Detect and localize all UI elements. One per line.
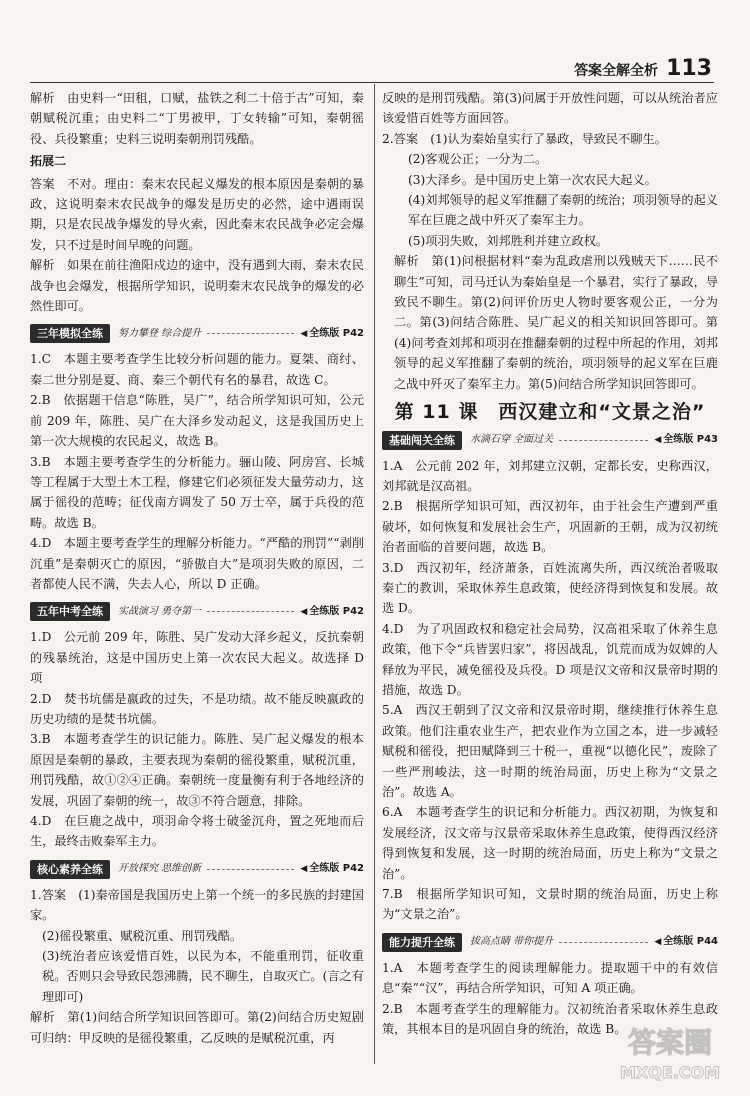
answer-subitem: (3)统治者应该爱惜百姓，以民为本，不能重刑罚，征收重税。否则只会导致民怨沸腾，民不聊生，自取灭亡。(言之有理即可)	[42, 949, 364, 1004]
pointer-icon: ◀	[300, 328, 308, 339]
answer-item: 7.B 根据所学知识可知，文景时期的统治局面，历史上称为“文景之治”。	[382, 887, 718, 922]
answer-item: 3.B 本题考查学生的识记能力。陈胜、吴广起义爆发的根本原因是秦朝的暴政，主要表现为秦朝的徭役繁重，赋税沉重，刑罚残酷，故①②④正确。秦朝统一度量衡有利于各地经济的发展，巩固了秦朝的统一，故③不符合题意，排除。	[30, 732, 364, 808]
analysis-paragraph: 解析 第(1)问根据材料“秦为乱政虐刑以残贼天下……民不聊生”可知，司马迁认为秦始皇是一个暴君，实行了暴政，导致民不聊生。第(2)问评价历史人物时要客观公正，一分为二。第(3)问结合陈胜、吴广起义的相关知识回答即可。第(4)问考查刘邦和项羽在推翻秦朝的过程中所起的作用，刘邦领导的起义军推翻了秦朝的统治，项羽领导的起义军在巨鹿之战中歼灭了秦军主力。第(5)问结合所学知识回答即可。	[394, 254, 718, 391]
answer-subitem: (4)刘邦领导的起义军推翻了秦朝的统治；项羽领导的起义军在巨鹿之战中歼灭了秦军主力。	[408, 193, 718, 228]
pointer-icon: ◀	[654, 937, 662, 948]
answer-item: 2.答案 (1)认为秦始皇实行了暴政，导致民不聊生。	[382, 131, 667, 146]
answer-item: 4.D 本题主要考查学生的理解分析能力。“严酷的刑罚”“剥削沉重”是秦朝灭亡的原因，“骄傲自大”是项羽失败的原因，二者都使人民不满，失去人心，所以 D 正确。	[30, 536, 364, 591]
answer-item: 3.D 西汉初年，经济萧条，百姓流离失所，西汉统治者吸取秦亡的教训，采取休养生息政策，使经济得到恢复和发展。故选 D。	[382, 560, 718, 616]
svg-text:MXQE.COM: MXQE.COM	[619, 1063, 721, 1082]
answer-subitem: (2)客观公正；一分为二。	[408, 152, 548, 167]
answer-paragraph: 答案 不对。理由：秦末农民起义爆发的根本原因是秦朝的暴政，这说明秦末农民战争的爆发是历史的必然，途中遇雨误期，只是农民战争爆发的导火索，因此秦末农民战争必定会爆发，只不过是时间早晚的问题。	[30, 176, 364, 252]
answer-item: 1.C 本题主要考查学生比较分析问题的能力。夏桀、商纣、秦二世分别是夏、商、秦三个朝代有名的暴君，故选 C。	[30, 352, 364, 387]
section-banner-basic	[382, 431, 718, 450]
header-title: 答案全解全析	[574, 63, 659, 79]
answer-item: 6.A 本题考查学生的识记和分析能力。西汉初期，为恢复和发展经济，汉文帝与汉景帝采取休养生息政策，使得西汉经济得到恢复和发展，这一时期的统治局面，历史上称为“文景之治”。	[382, 805, 718, 881]
section-banner-five-year	[30, 602, 364, 621]
lesson-title: 第 11 课 西汉建立和“文景之治”	[394, 401, 706, 424]
column-divider	[374, 84, 375, 1064]
section-banner-ability	[382, 933, 718, 952]
answer-item: 1.A 公元前 202 年，刘邦建立汉朝，定都长安，史称西汉，刘邦就是汉高祖。	[382, 458, 718, 493]
banner-slogan: 水滴石穿 全面过关	[470, 433, 554, 445]
banner-label: 三年模拟全练	[30, 324, 110, 343]
analysis-continued: 反映的是刑罚残酷。第(3)问属于开放性问题，可以从统治者应该爱惜百姓等方面回答。	[382, 91, 718, 126]
answer-item: 2.B 根据所学知识可知，西汉初年，由于社会生产遭到严重破坏，如何恢复和发展社会生产，巩固新的王朝，成为汉初统治者面临的首要问题，故选 B。	[382, 499, 718, 555]
answer-item: 4.D 在巨鹿之战中，项羽命令将士破釜沉舟，置之死地而后生，最终击败秦军主力。	[30, 814, 364, 849]
answer-item: 3.B 本题主要考查学生的分析能力。骊山陵、阿房宫、长城等工程属于大型土木工程，修建它们必须征发大量劳动力，这属于徭役的范畴；征伐南方调发了 50 万士卒，属于兵役的范畴。故选 B。	[30, 454, 364, 530]
section-banner-core-literacy	[30, 860, 364, 879]
banner-slogan: 努力攀登 综合提升	[118, 327, 202, 339]
banner-dashed-line	[559, 440, 648, 441]
banner-slogan: 拔高点睛 带你提升	[470, 936, 554, 948]
banner-slogan: 开放探究 思维创新	[118, 863, 202, 875]
banner-label: 基础闯关全练	[382, 431, 462, 450]
right-column	[382, 88, 718, 1039]
svg-text:答案圈: 答案圈	[627, 1026, 713, 1059]
watermark-logo	[600, 1016, 740, 1086]
analysis-paragraph: 解析 由史料一“田租，口赋，盐铁之利二十倍于古”可知，秦朝赋税沉重；由史料二“丁男被甲，丁女转输”可知，秦朝徭役、兵役繁重；史料三说明秦朝刑罚残酷。	[30, 91, 364, 146]
banner-dashed-line	[207, 611, 294, 612]
analysis-paragraph: 解析 如果在前往渔阳戍边的途中，没有遇到大雨，秦末农民战争也会爆发，根据所学知识，说明秦末农民战争的爆发的必然性即可。	[30, 258, 364, 314]
banner-dashed-line	[207, 869, 294, 870]
banner-label: 五年中考全练	[30, 602, 110, 621]
pointer-icon: ◀	[300, 606, 308, 617]
answer-subitem: (3)大泽乡。是中国历史上第一次农民大起义。	[408, 172, 657, 187]
banner-page-ref: 全练版 P42	[309, 863, 364, 875]
banner-label: 能力提升全练	[382, 933, 462, 952]
answer-item: 2.B 本题考查学生的理解能力。汉初统治者采取休养生息政策，其根本目的是巩固自身的统治，故选 B。	[382, 1001, 718, 1037]
answer-item: 2.D 焚书坑儒是嬴政的过失，不是功绩。故不能反映嬴政的历史功绩的是焚书坑儒。	[30, 691, 364, 726]
analysis-paragraph: 解析 第(1)问结合所学知识回答即可。第(2)问结合历史短剧可归纳：甲反映的是徭役繁重，乙反映的是赋税沉重，丙	[30, 1010, 364, 1045]
page-number: 113	[666, 56, 712, 81]
pointer-icon: ◀	[300, 864, 308, 875]
left-column	[30, 88, 364, 1048]
answer-item: 1.A 本题考查学生的阅读理解能力。提取题干中的有效信息“秦”“汉”，再结合所学知识，可知 A 项正确。	[382, 960, 718, 996]
banner-page-ref: 全练版 P42	[309, 605, 364, 617]
answer-item: 1.D 公元前 209 年，陈胜、吴广发动大泽乡起义，反抗秦朝的残暴统治，这是中国历史上第一次农民大起义。故选择 D 项	[30, 630, 364, 686]
banner-label: 核心素养全练	[30, 860, 110, 879]
answer-subitem: (5)项羽失败，刘邦胜利并建立政权。	[408, 233, 609, 248]
answer-item: 5.A 西汉王朝到了汉文帝和汉景帝时期，继续推行休养生息政策。他们注重农业生产，把农业作为立国之本，进一步减轻赋税和徭役，把田赋降到三十税一，重视“以德化民”，废除了一些严刑峻法，这一时期的统治局面，历史上称为“文景之治”。故选 A。	[382, 703, 718, 799]
banner-slogan: 实战演习 勇夺第一	[118, 605, 202, 617]
page-header	[574, 56, 712, 81]
banner-page-ref: 全练版 P44	[663, 936, 718, 948]
banner-dashed-line	[559, 942, 648, 943]
banner-page-ref: 全练版 P43	[663, 433, 718, 445]
answer-subitem: (2)徭役繁重、赋税沉重、刑罚残酷。	[42, 928, 243, 943]
extension-two-title: 拓展二	[30, 154, 67, 169]
answer-item: 4.D 为了巩固政权和稳定社会局势，汉高祖采取了休养生息政策，他下令“兵皆罢归家”，将因战乱，饥荒而成为奴婢的人释放为平民，减免徭役及兵役。D 项是汉文帝和汉景帝时期的措施，故选 D。	[382, 621, 718, 697]
header-rule	[30, 82, 714, 83]
banner-page-ref: 全练版 P42	[309, 327, 364, 339]
answer-item: 1.答案 (1)秦帝国是我国历史上第一个统一的多民族的封建国家。	[30, 887, 364, 923]
pointer-icon: ◀	[654, 434, 662, 445]
section-banner-three-year	[30, 324, 364, 343]
banner-dashed-line	[207, 333, 294, 334]
answer-item: 2.B 依据题干信息“陈胜，吴广”，结合所学知识可知，公元前 209 年，陈胜、吴广在大泽乡发动起义，这是我国历史上第一次大规模的农民起义，故选 B。	[30, 393, 364, 449]
